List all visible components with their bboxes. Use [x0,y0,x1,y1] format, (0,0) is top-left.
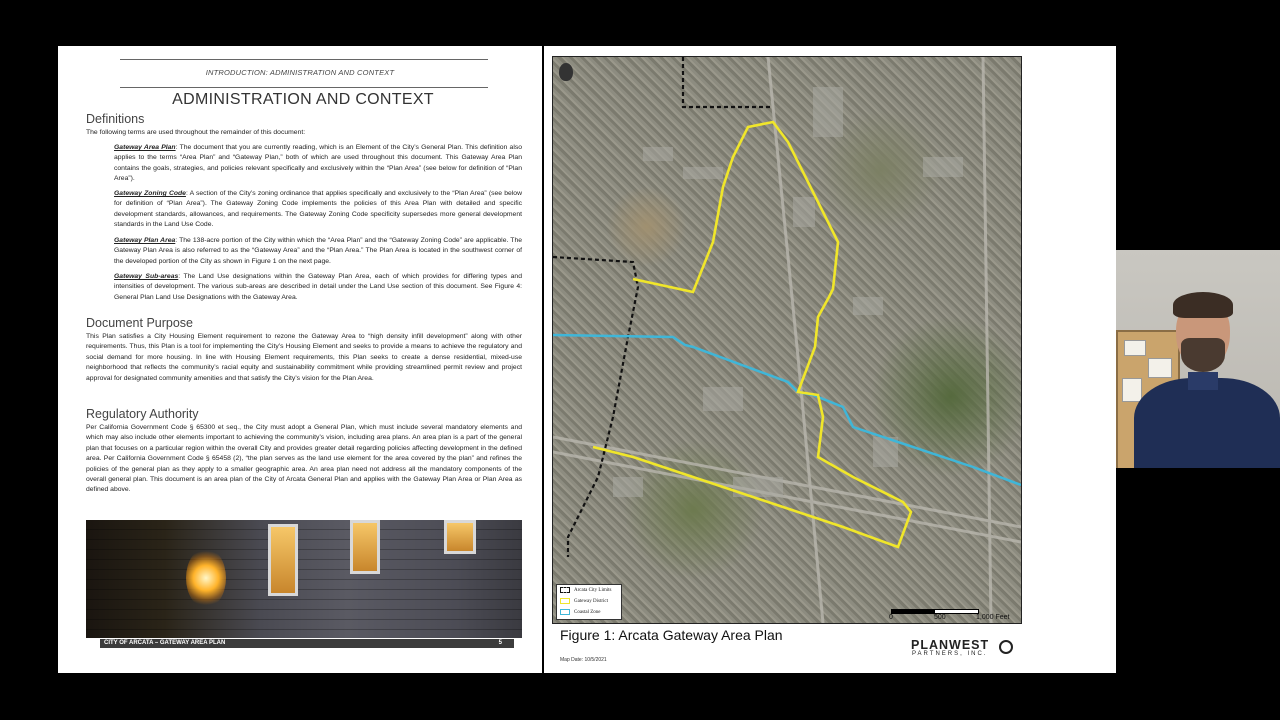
document-page-left [58,46,542,673]
definitions-heading: Definitions [86,112,145,126]
header-rule-bottom [120,87,488,88]
legend-label: Coastal Zone [574,609,601,615]
footer-page-number: 5 [498,640,502,646]
legend-item [560,608,601,616]
webcam-video-feed [1116,250,1280,468]
definition-term: Gateway Plan Area [114,237,176,244]
planwest-logo [911,638,1021,662]
regulatory-authority-text: Per California Government Code § 65300 et seq., the City must adopt a General Plan, which must include several mandatory elements and which may also include other elements important to achieving the community’s vision, including area plans. An area plan is a part of the general plan that focuses on a particular region within the overall City and provides greater detail regarding policies affecting development in the defined area. Per California Government Code § 65458 (2), “the plan serves as the land use element for the area covered by the plan” and refines the policies of the general plan as they apply to a smaller geographic area. An area plan need not address all the mandatory components of the overall general plan. This document is an area plan of the City of Arcata General Plan and applies with the Gateway Plan Area or Plan Area as defined above. [86,424,522,494]
scale-bar [889,609,1019,623]
gateway-district-swatch [560,598,570,604]
definition-text: : The Land Use designations within the Gateway Plan Area, each of which provides for differing types and intensities of development. The various sub-areas are described in detail under the Land Use section of this document. See Figure 4: General Plan Land Use Designations with the Gateway Area. [114,273,522,301]
highway-road [983,57,991,623]
definition-term: Gateway Zoning Code [114,190,186,197]
definition-text: : The 138-acre portion of the City within which the “Area Plan” and the “Gateway Zoning Code” are applicable. The Gateway Plan Area is also referred to as the “Gateway Area” and the “Plan Area.” The Plan Area is located in the southwest corner of the developed portion of the City as shown in Figure 1 on the next page. [114,237,523,265]
definition-text: : A section of the City’s zoning ordinance that applies specifically and exclusively to the “Plan Area” (see below for definition of “Plan Area”). The Gateway Zoning Code implements the policies of this Area Plan with detailed and specific development standards, allowances, and requirements. The Gateway Zoning Code specificity supersedes more general development standards in the Land Use Code. [114,190,522,229]
document-page-right [544,46,1028,673]
lamp-glow [186,548,226,608]
header-rule-top [120,59,488,60]
scale-label: 0 [889,614,893,621]
north-arrow-icon [559,63,573,81]
definitions-intro: The following terms are used throughout the remainder of this document: [86,129,306,136]
lit-window [444,520,476,554]
running-header: INTRODUCTION: ADMINISTRATION AND CONTEXT [205,68,395,77]
page-footer [100,639,514,648]
presenter-body [1134,378,1280,468]
regulatory-authority-heading: Regulatory Authority [86,407,199,421]
lit-window [268,524,298,596]
footer-title: CITY OF ARCATA – GATEWAY AREA PLAN [104,640,226,646]
document-purpose-text: This Plan satisfies a City Housing Element requirement to rezone the Gateway Area to “high density infill development” along with other requirements. Thus, this Plan is a tool for implementing the City’s Housing Element and seeks to provide a means to achieve the regulatory and social demand for more housing. In line with Housing Element requirements, this Plan seeks to create a dense residential, mixed-use neighborhood that reflects the community’s racial equity and sustainability commitment while providing streamlined permit review and project approval for designated community amenities and that satisfy the City’s vision for the Plan Area. [86,333,522,382]
definition-term: Gateway Sub-areas [114,273,179,280]
lit-window [350,520,380,574]
pinned-note [1148,358,1172,378]
page-title: ADMINISTRATION AND CONTEXT [172,91,434,108]
scale-label: 500 [934,614,946,621]
presenter-collar [1188,372,1218,390]
definition-term: Gateway Area Plan [114,144,176,151]
figure-caption: Figure 1: Arcata Gateway Area Plan [560,627,783,643]
coastal-zone-swatch [560,609,570,615]
scale-label: 1,000 Feet [976,614,1010,621]
viewer-background-strip [1028,46,1116,673]
definition-text: : The document that you are currently reading, which is an Element of the City’s General Plan. This definition also applies to the terms “Area Plan” and “Gateway Plan,” both of which are used throughout this document. This Gateway Area Plan contains the goals, strategies, and policies relevant specifically and exclusively within the “Plan Area” (see below for definition of “Plan Area”). [114,144,523,183]
legend-item [560,597,608,605]
definition-item [114,236,522,267]
pinned-note [1124,340,1146,356]
aerial-map [552,56,1022,624]
pinned-note [1122,378,1142,402]
planwest-logo-mark-icon [999,640,1013,654]
logo-text: PLANWEST [911,638,990,652]
presenter-hair [1173,292,1233,318]
legend-label: Gateway District [574,598,609,604]
legend-item [560,586,612,594]
building-night-photo [86,520,522,638]
legend-label: Arcata City Limits [574,587,612,593]
map-date: Map Date: 10/5/2021 [560,657,607,663]
map-legend [556,584,622,620]
definition-item [114,272,522,303]
document-purpose-heading: Document Purpose [86,316,194,330]
map-overlays [553,57,1021,623]
city-limits-swatch [560,587,570,593]
definition-item [114,143,522,185]
logo-subtext: PARTNERS, INC. [912,651,988,657]
presenter-beard [1181,338,1225,372]
definition-item [114,189,522,231]
